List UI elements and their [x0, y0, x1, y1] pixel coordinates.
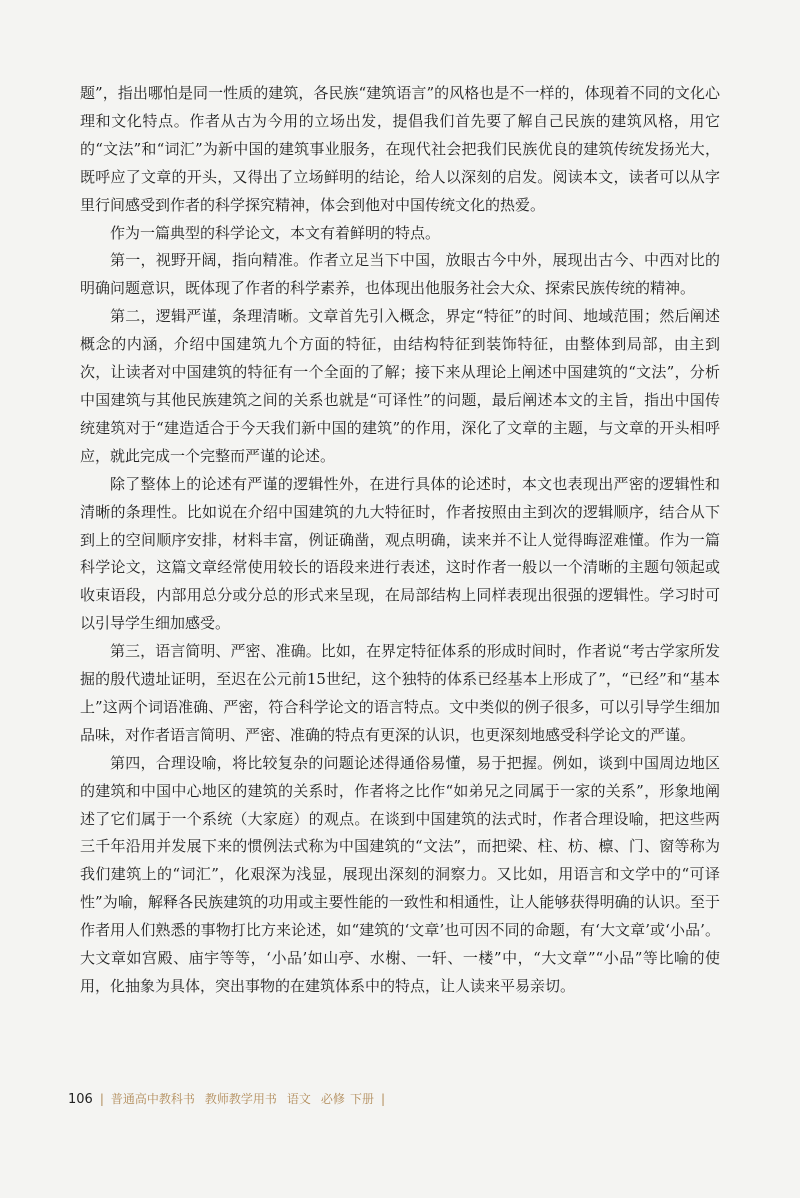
paragraph-continuation: 题”，指出哪怕是同一性质的建筑，各民族“建筑语言”的风格也是不一样的，体现着不同的文化心理和文化特点。作者从古为今用的立场出发，提倡我们首先要了解自己民族的建筑风格，用它的“文法”和“词汇”为新中国的建筑事业服务，在现代社会把我们民族优良的建筑传统发扬光大，既呼应了文章的开头，又得出了立场鲜明的结论，给人以深刻的启发。阅读本文，读者可以从字里行间感受到作者的科学探究精神，体会到他对中国传统文化的热爱。 — [80, 84, 720, 214]
page-body — [80, 80, 720, 1001]
footer-book-series: 普通高中教科书 — [110, 1092, 195, 1106]
page-number: 106 — [68, 1092, 93, 1107]
footer-separator-end: | — [380, 1092, 385, 1106]
paragraph-point-two: 第二，逻辑严谨，条理清晰。文章首先引入概念，界定“特征”的时间、地域范围；然后阐述概念的内涵，介绍中国建筑九个方面的特征，由结构特征到装饰特征，由整体到局部，由主到次，让读者对中国建筑的特征有一个全面的了解；接下来从理论上阐述中国建筑的“文法”，分析中国建筑与其他民族建筑之间的关系也就是“可译性”的问题，最后阐述本文的主旨，指出中国传统建筑对于“建造适合于今天我们新中国的建筑”的作用，深化了文章的主题，与文章的开头相呼应，就此完成一个完整而严谨的论述。 — [80, 307, 720, 465]
paragraph-point-one: 第一，视野开阔，指向精准。作者立足当下中国，放眼古今中外，展现出古今、中西对比的明确问题意识，既体现了作者的科学素养，也体现出他服务社会大众、探索民族传统的精神。 — [80, 251, 720, 298]
paragraph-point-four: 第四，合理设喻，将比较复杂的问题论述得通俗易懂，易于把握。例如，谈到中国周边地区的建筑和中国中心地区的建筑的关系时，作者将之比作“如弟兄之同属于一家的关系”，形象地阐述了它们属于一个系统（大家庭）的观点。在谈到中国建筑的法式时，作者合理设喻，把这些两三千年沿用并发展下来的惯例法式称为中国建筑的“文法”，而把梁、柱、枋、檩、门、窗等称为我们建筑上的“词汇”，化艰深为浅显，展现出深刻的洞察力。又比如，用语言和文学中的“可译性”为喻，解释各民族建筑的功用或主要性能的一致性和相通性，让人能够获得明确的认识。至于作者用人们熟悉的事物打比方来论述，如“建筑的‘文章’也可因不同的命题，有‘大文章’或‘小品’。大文章如宫殿、庙宇等等，‘小品’如山亭、水榭、一轩、一楼”中，“大文章”“小品”等比喻的使用，化抽象为具体，突出事物的在建筑体系中的特点，让人读来平易亲切。 — [80, 753, 720, 995]
page-footer — [68, 1090, 392, 1107]
footer-separator: | — [99, 1092, 104, 1106]
paragraph-point-three: 第三，语言简明、严密、准确。比如，在界定特征体系的形成时间时，作者说“考古学家所发掘的殷代遗址证明，至迟在公元前15世纪，这个独特的体系已经基本上形成了”，“已经”和“基本上”这两个词语准确、严密，符合科学论文的语言特点。文中类似的例子很多，可以引导学生细加品味，对作者语言简明、严密、准确的特点有更深的认识，也更深刻地感受科学论文的严谨。 — [80, 642, 720, 744]
footer-part: 下册 — [349, 1092, 374, 1106]
paragraph-intro: 作为一篇典型的科学论文，本文有着鲜明的特点。 — [110, 223, 441, 242]
footer-volume: 必修 — [320, 1092, 345, 1106]
paragraph-logic-detail: 除了整体上的论述有严谨的逻辑性外，在进行具体的论述时，本文也表现出严密的逻辑性和清晰的条理性。比如说在介绍中国建筑的九大特征时，作者按照由主到次的逻辑顺序，结合从下到上的空间顺序安排，材料丰富，例证确凿，观点明确，读来并不让人觉得晦涩难懂。作为一篇科学论文，这篇文章经常使用较长的语段来进行表述，这时作者一般以一个清晰的主题句领起或收束语段，内部用总分或分总的形式来呈现，在局部结构上同样表现出很强的逻辑性。学习时可以引导学生细加感受。 — [80, 474, 720, 633]
footer-book-type: 教师教学用书 — [204, 1092, 277, 1106]
footer-subject: 语文 — [286, 1092, 311, 1106]
